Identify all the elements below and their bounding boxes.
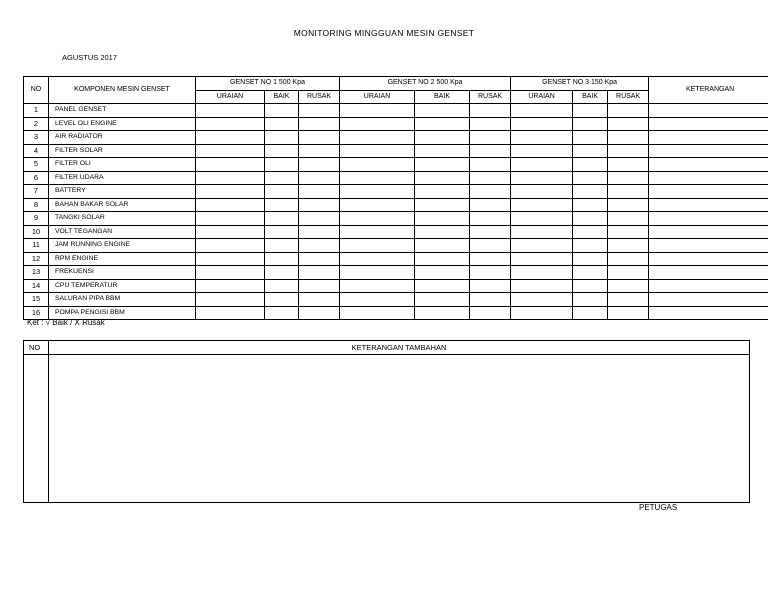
entry-cell[interactable]: [299, 158, 340, 172]
entry-cell[interactable]: [340, 117, 415, 131]
row-no: 7: [24, 185, 49, 199]
entry-cell[interactable]: [340, 198, 415, 212]
entry-cell[interactable]: [340, 293, 415, 307]
entry-cell[interactable]: [608, 171, 649, 185]
entry-cell[interactable]: [415, 239, 470, 253]
entry-cell[interactable]: [340, 239, 415, 253]
entry-cell[interactable]: [470, 225, 511, 239]
header-uraian: URAIAN: [196, 90, 265, 104]
entry-cell[interactable]: [196, 225, 265, 239]
entry-cell[interactable]: [649, 212, 768, 226]
entry-cell[interactable]: [265, 239, 299, 253]
entry-cell[interactable]: [340, 158, 415, 172]
row-component: LEVEL OLI ENGINE: [49, 117, 196, 131]
row-no: 5: [24, 158, 49, 172]
entry-cell[interactable]: [196, 144, 265, 158]
table-row: [24, 144, 768, 158]
entry-cell[interactable]: [573, 252, 608, 266]
row-no: 10: [24, 225, 49, 239]
entry-cell[interactable]: [573, 306, 608, 320]
entry-cell[interactable]: [265, 198, 299, 212]
entry-cell[interactable]: [415, 144, 470, 158]
entry-cell[interactable]: [649, 293, 768, 307]
entry-cell[interactable]: [196, 158, 265, 172]
table-row: [24, 117, 768, 131]
entry-cell[interactable]: [649, 306, 768, 320]
additional-notes-table: [23, 340, 750, 503]
entry-cell[interactable]: [511, 131, 573, 145]
entry-cell[interactable]: [470, 104, 511, 118]
entry-cell[interactable]: [196, 117, 265, 131]
entry-cell[interactable]: [265, 225, 299, 239]
entry-cell[interactable]: [265, 306, 299, 320]
entry-cell[interactable]: [511, 212, 573, 226]
entry-cell[interactable]: [608, 252, 649, 266]
entry-cell[interactable]: [415, 104, 470, 118]
row-no: 9: [24, 212, 49, 226]
row-component: BAHAN BAKAR SOLAR: [49, 198, 196, 212]
entry-cell[interactable]: [649, 144, 768, 158]
entry-cell[interactable]: [299, 198, 340, 212]
entry-cell[interactable]: [196, 252, 265, 266]
entry-cell[interactable]: [649, 131, 768, 145]
entry-cell[interactable]: [196, 266, 265, 280]
row-no: 4: [24, 144, 49, 158]
table-row: [24, 158, 768, 172]
entry-cell[interactable]: [608, 239, 649, 253]
entry-cell[interactable]: [511, 158, 573, 172]
entry-cell[interactable]: [265, 104, 299, 118]
entry-cell[interactable]: [573, 293, 608, 307]
row-component: POMPA PENGISI BBM: [49, 306, 196, 320]
entry-cell[interactable]: [608, 117, 649, 131]
entry-cell[interactable]: [265, 185, 299, 199]
entry-cell[interactable]: [265, 158, 299, 172]
entry-cell[interactable]: [196, 279, 265, 293]
entry-cell[interactable]: [196, 104, 265, 118]
row-component: BATTERY: [49, 185, 196, 199]
row-component: SALURAN PIPA BBM: [49, 293, 196, 307]
row-no: 16: [24, 306, 49, 320]
header-rusak: RUSAK: [608, 90, 649, 104]
entry-cell[interactable]: [415, 117, 470, 131]
entry-cell[interactable]: [340, 171, 415, 185]
entry-cell[interactable]: [511, 104, 573, 118]
entry-cell[interactable]: [649, 171, 768, 185]
entry-cell[interactable]: [470, 117, 511, 131]
row-component: FILTER OLI: [49, 158, 196, 172]
entry-cell[interactable]: [415, 293, 470, 307]
row-no: 2: [24, 117, 49, 131]
entry-cell[interactable]: [415, 212, 470, 226]
entry-cell[interactable]: [415, 198, 470, 212]
table-row: [24, 279, 768, 293]
row-no: 1: [24, 104, 49, 118]
entry-cell[interactable]: [340, 279, 415, 293]
entry-cell[interactable]: [299, 131, 340, 145]
legend: Ket : √ Baik / X Rusak: [27, 318, 105, 327]
row-no: 12: [24, 252, 49, 266]
table-row: [24, 306, 768, 320]
entry-cell[interactable]: [340, 104, 415, 118]
entry-cell[interactable]: [511, 279, 573, 293]
entry-cell[interactable]: [470, 158, 511, 172]
table-row: [24, 293, 768, 307]
entry-cell[interactable]: [415, 279, 470, 293]
row-component: AIR RADIATOR: [49, 131, 196, 145]
header-genset-2: GENSET NO 2 500 Kpa: [340, 77, 511, 91]
entry-cell[interactable]: [196, 185, 265, 199]
table-row: [24, 171, 768, 185]
entry-cell[interactable]: [573, 239, 608, 253]
entry-cell[interactable]: [340, 225, 415, 239]
row-component: CPU TEMPERATUR: [49, 279, 196, 293]
entry-cell[interactable]: [415, 185, 470, 199]
entry-cell[interactable]: [649, 239, 768, 253]
entry-cell[interactable]: [299, 239, 340, 253]
table-row: [24, 198, 768, 212]
entry-cell[interactable]: [470, 212, 511, 226]
entry-cell[interactable]: [649, 104, 768, 118]
row-component: JAM RUNNING ENGINE: [49, 239, 196, 253]
entry-cell[interactable]: [470, 279, 511, 293]
entry-cell[interactable]: [608, 144, 649, 158]
entry-cell[interactable]: [299, 252, 340, 266]
row-no: 8: [24, 198, 49, 212]
entry-cell[interactable]: [299, 266, 340, 280]
entry-cell[interactable]: [608, 306, 649, 320]
header-no: NO: [24, 77, 49, 104]
entry-cell[interactable]: [511, 198, 573, 212]
row-no: 6: [24, 171, 49, 185]
row-component: PANEL GENSET: [49, 104, 196, 118]
entry-cell[interactable]: [265, 252, 299, 266]
entry-cell[interactable]: [470, 198, 511, 212]
entry-cell[interactable]: [415, 171, 470, 185]
entry-cell[interactable]: [470, 131, 511, 145]
entry-cell[interactable]: [299, 293, 340, 307]
entry-cell[interactable]: [573, 212, 608, 226]
entry-cell[interactable]: [299, 144, 340, 158]
entry-cell[interactable]: [470, 144, 511, 158]
entry-cell[interactable]: [649, 117, 768, 131]
table-row: [24, 266, 768, 280]
header-genset-1: GENSET NO 1 500 Kpa: [196, 77, 340, 91]
entry-cell[interactable]: [196, 293, 265, 307]
table-row: [24, 239, 768, 253]
entry-cell[interactable]: [608, 131, 649, 145]
monitoring-table: [23, 76, 768, 320]
entry-cell[interactable]: [573, 131, 608, 145]
entry-cell[interactable]: [649, 158, 768, 172]
header-component: KOMPONEN MESIN GENSET: [49, 77, 196, 104]
entry-cell[interactable]: [470, 252, 511, 266]
entry-cell[interactable]: [196, 171, 265, 185]
entry-cell[interactable]: [649, 198, 768, 212]
form-month: AGUSTUS 2017: [62, 53, 118, 62]
entry-cell[interactable]: [470, 239, 511, 253]
row-component: FILTER UDARA: [49, 171, 196, 185]
entry-cell[interactable]: [415, 131, 470, 145]
entry-cell[interactable]: [299, 185, 340, 199]
header-keterangan: KETERANGAN: [649, 77, 768, 104]
entry-cell[interactable]: [511, 117, 573, 131]
entry-cell[interactable]: [573, 171, 608, 185]
row-no: 15: [24, 293, 49, 307]
entry-cell[interactable]: [196, 131, 265, 145]
table-row: [24, 104, 768, 118]
entry-cell[interactable]: [196, 198, 265, 212]
entry-cell[interactable]: [511, 185, 573, 199]
entry-cell[interactable]: [340, 185, 415, 199]
entry-cell[interactable]: [511, 171, 573, 185]
entry-cell[interactable]: [608, 185, 649, 199]
header-uraian: URAIAN: [340, 90, 415, 104]
signature-label: PETUGAS: [639, 503, 678, 512]
header-uraian: URAIAN: [511, 90, 573, 104]
entry-cell[interactable]: [649, 225, 768, 239]
row-no: 13: [24, 266, 49, 280]
entry-cell[interactable]: [340, 306, 415, 320]
row-component: TANGKI SOLAR: [49, 212, 196, 226]
entry-cell[interactable]: [299, 104, 340, 118]
extra-header-title: KETERANGAN TAMBAHAN: [49, 341, 750, 355]
entry-cell[interactable]: [470, 171, 511, 185]
header-baik: BAIK: [573, 90, 608, 104]
entry-cell[interactable]: [649, 279, 768, 293]
entry-cell[interactable]: [470, 293, 511, 307]
table-row: [24, 252, 768, 266]
entry-cell[interactable]: [649, 185, 768, 199]
entry-cell[interactable]: [573, 185, 608, 199]
form-title: MONITORING MINGGUAN MESIN GENSET: [293, 28, 475, 38]
entry-cell[interactable]: [511, 239, 573, 253]
entry-cell[interactable]: [340, 252, 415, 266]
row-component: FILTER SOLAR: [49, 144, 196, 158]
table-row: [24, 212, 768, 226]
entry-cell[interactable]: [299, 225, 340, 239]
entry-cell[interactable]: [299, 212, 340, 226]
entry-cell[interactable]: [340, 131, 415, 145]
entry-cell[interactable]: [265, 212, 299, 226]
entry-cell[interactable]: [470, 266, 511, 280]
header-rusak: RUSAK: [470, 90, 511, 104]
entry-cell[interactable]: [299, 306, 340, 320]
entry-cell[interactable]: [608, 225, 649, 239]
header-baik: BAIK: [415, 90, 470, 104]
entry-cell[interactable]: [573, 198, 608, 212]
entry-cell[interactable]: [470, 185, 511, 199]
entry-cell[interactable]: [511, 293, 573, 307]
entry-cell[interactable]: [265, 144, 299, 158]
entry-cell[interactable]: [415, 158, 470, 172]
entry-cell[interactable]: [415, 266, 470, 280]
entry-cell[interactable]: [340, 212, 415, 226]
entry-cell[interactable]: [340, 144, 415, 158]
entry-cell[interactable]: [573, 266, 608, 280]
entry-cell[interactable]: [608, 104, 649, 118]
entry-cell[interactable]: [265, 131, 299, 145]
entry-cell[interactable]: [511, 225, 573, 239]
entry-cell[interactable]: [265, 293, 299, 307]
entry-cell[interactable]: [573, 117, 608, 131]
entry-cell[interactable]: [415, 225, 470, 239]
entry-cell[interactable]: [608, 266, 649, 280]
entry-cell[interactable]: [649, 252, 768, 266]
entry-cell[interactable]: [415, 306, 470, 320]
entry-cell[interactable]: [196, 239, 265, 253]
extra-no-cell[interactable]: [24, 355, 49, 503]
entry-cell[interactable]: [299, 117, 340, 131]
table-row: [24, 185, 768, 199]
entry-cell[interactable]: [608, 212, 649, 226]
entry-cell[interactable]: [265, 266, 299, 280]
row-no: 11: [24, 239, 49, 253]
entry-cell[interactable]: [608, 198, 649, 212]
header-rusak: RUSAK: [299, 90, 340, 104]
entry-cell[interactable]: [649, 266, 768, 280]
entry-cell[interactable]: [608, 158, 649, 172]
entry-cell[interactable]: [265, 279, 299, 293]
entry-cell[interactable]: [608, 293, 649, 307]
row-component: RPM ENGINE: [49, 252, 196, 266]
entry-cell[interactable]: [340, 266, 415, 280]
entry-cell[interactable]: [196, 306, 265, 320]
entry-cell[interactable]: [265, 117, 299, 131]
header-genset-3: GENSET NO 3 150 Kpa: [511, 77, 649, 91]
table-row: [24, 225, 768, 239]
row-component: VOLT TEGANGAN: [49, 225, 196, 239]
entry-cell[interactable]: [608, 279, 649, 293]
row-no: 3: [24, 131, 49, 145]
entry-cell[interactable]: [415, 252, 470, 266]
entry-cell[interactable]: [511, 306, 573, 320]
entry-cell[interactable]: [573, 104, 608, 118]
entry-cell[interactable]: [470, 306, 511, 320]
entry-cell[interactable]: [196, 212, 265, 226]
entry-cell[interactable]: [511, 252, 573, 266]
extra-notes-cell[interactable]: [49, 355, 750, 503]
entry-cell[interactable]: [573, 225, 608, 239]
entry-cell[interactable]: [511, 144, 573, 158]
entry-cell[interactable]: [265, 171, 299, 185]
entry-cell[interactable]: [573, 144, 608, 158]
extra-header-no: NO: [24, 341, 49, 355]
entry-cell[interactable]: [299, 279, 340, 293]
entry-cell[interactable]: [573, 158, 608, 172]
table-row: [24, 131, 768, 145]
row-no: 14: [24, 279, 49, 293]
entry-cell[interactable]: [511, 266, 573, 280]
entry-cell[interactable]: [299, 171, 340, 185]
row-component: FREKUENSI: [49, 266, 196, 280]
entry-cell[interactable]: [573, 279, 608, 293]
header-baik: BAIK: [265, 90, 299, 104]
